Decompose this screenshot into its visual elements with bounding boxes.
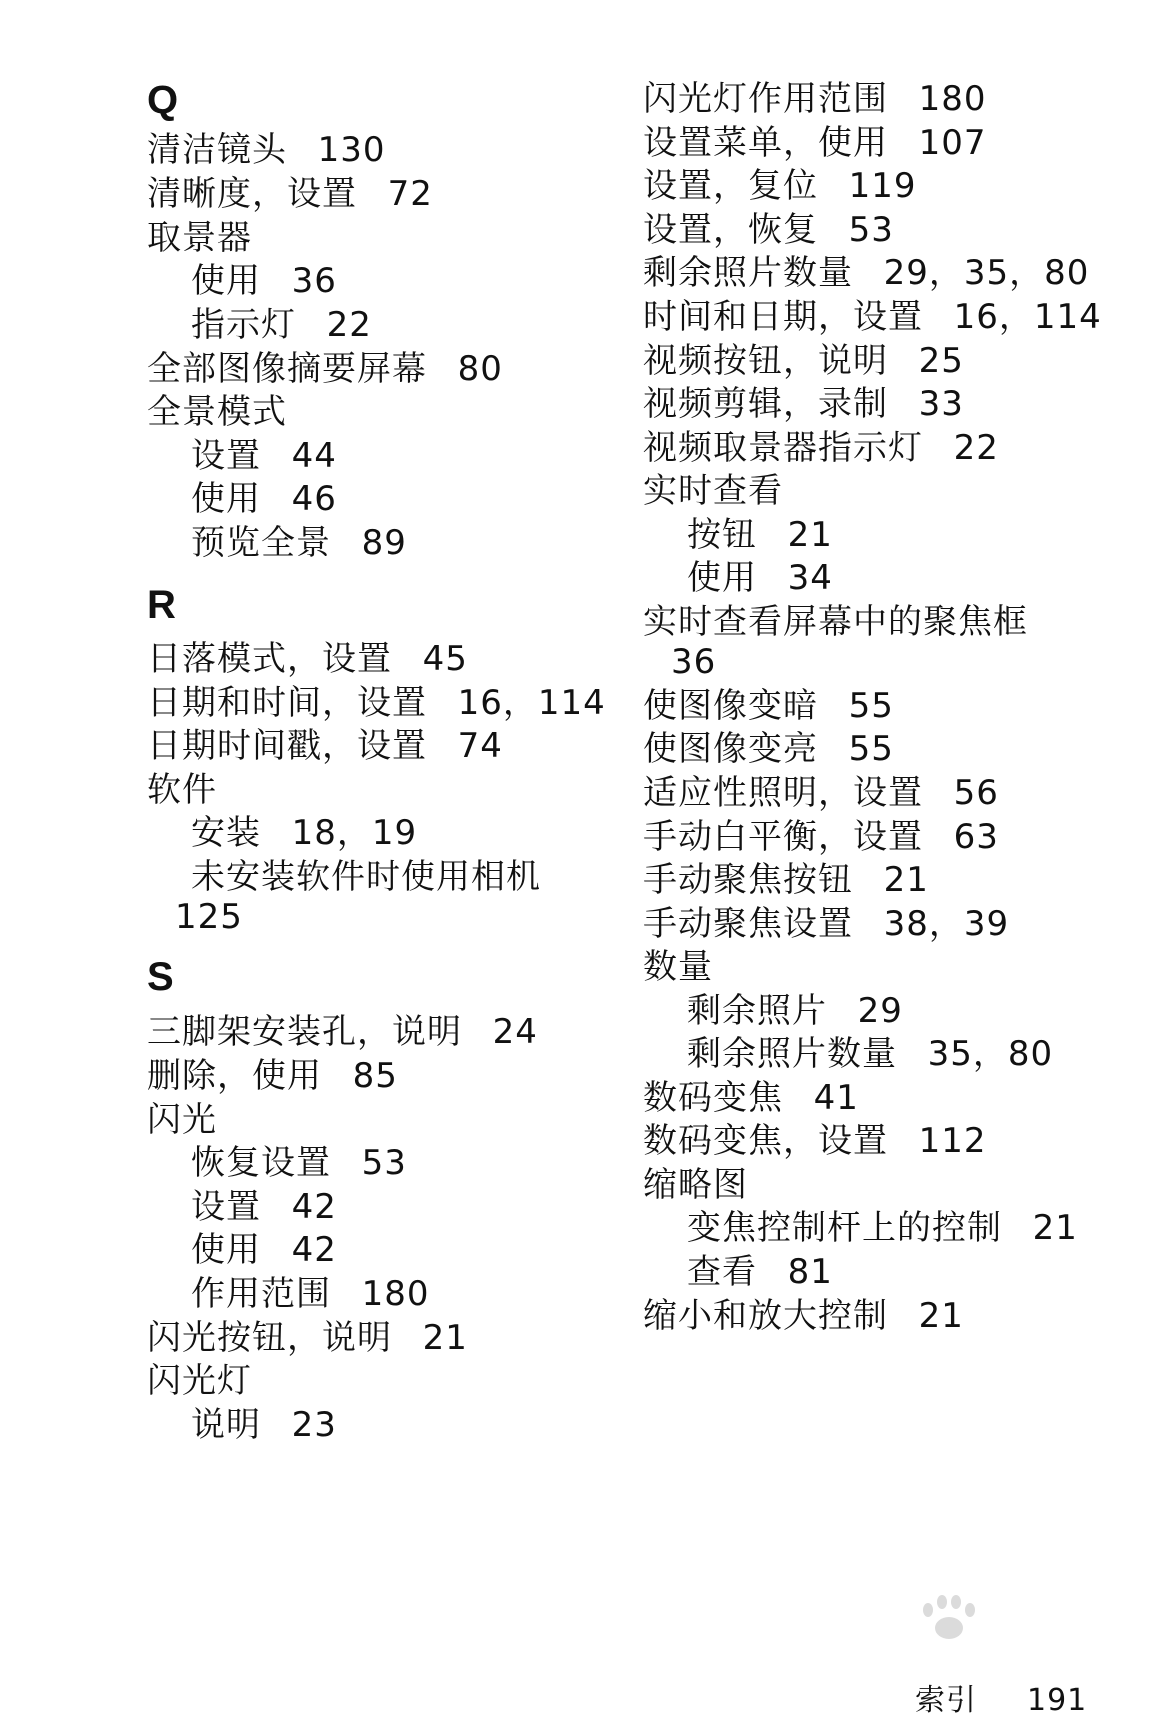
section-letter: S (147, 955, 174, 999)
index-entry (147, 390, 287, 434)
index-term: 设置菜单，使用 (643, 123, 888, 163)
index-term: 取景器 (147, 218, 252, 258)
page-refs: 119 (848, 166, 917, 206)
page-number: 191 (1027, 1683, 1088, 1718)
page-refs: 56 (953, 773, 999, 813)
index-term: 说明 (191, 1405, 261, 1445)
index-term: 恢复设置 (191, 1143, 331, 1183)
page-refs: 38，39 (883, 904, 1010, 944)
index-term: 使图像变暗 (643, 686, 818, 726)
index-term: 设置 (191, 436, 261, 476)
index-term: 时间和日期，设置 (643, 297, 923, 337)
index-entry (147, 1359, 252, 1403)
page-refs: 112 (918, 1121, 987, 1161)
page-refs: 21 (422, 1318, 468, 1358)
page-refs: 21 (883, 860, 929, 900)
index-term: 使用 (191, 261, 261, 301)
page-refs: 46 (291, 479, 337, 519)
section-letter: Q (147, 78, 179, 122)
index-term: 视频取景器指示灯 (643, 428, 923, 468)
index-subentry (147, 1185, 337, 1229)
page-refs: 42 (291, 1187, 337, 1227)
page-refs: 21 (918, 1296, 964, 1336)
index-entry (147, 1098, 217, 1142)
page-refs: 180 (918, 79, 987, 119)
page-refs: 22 (326, 305, 372, 345)
index-entry (147, 724, 503, 768)
page-refs: 36 (291, 261, 337, 301)
index-term: 预览全景 (191, 523, 331, 563)
index-entry (147, 768, 217, 812)
index-subentry (643, 1250, 833, 1294)
index-entry (147, 1054, 398, 1098)
index-term: 未安装软件时使用相机 (191, 857, 541, 897)
page-refs: 33 (918, 384, 964, 424)
page-refs: 130 (317, 130, 386, 170)
page-refs: 53 (361, 1143, 407, 1183)
page-refs: 25 (918, 341, 964, 381)
index-subentry (147, 811, 417, 855)
index-subentry (643, 989, 903, 1033)
index-entry (643, 251, 1089, 295)
page-refs: 24 (492, 1012, 538, 1052)
index-entry (643, 339, 964, 383)
index-term: 数量 (643, 947, 713, 987)
index-entry (643, 815, 999, 859)
page-refs: 107 (918, 123, 987, 163)
index-subentry (147, 895, 243, 939)
index-term: 视频按钮，说明 (643, 341, 888, 381)
index-entry (643, 727, 894, 771)
index-term: 使用 (191, 1230, 261, 1270)
page-refs: 81 (787, 1252, 833, 1292)
page-refs: 53 (848, 210, 894, 250)
index-entry (643, 208, 894, 252)
index-term: 查看 (687, 1252, 757, 1292)
index-term: 视频剪辑，录制 (643, 384, 888, 424)
index-subentry (643, 640, 716, 684)
page-refs: 35，80 (927, 1034, 1054, 1074)
index-entry (643, 426, 999, 470)
index-term: 使图像变亮 (643, 729, 818, 769)
index-subentry (147, 521, 407, 565)
index-term: 实时查看 (643, 471, 783, 511)
index-term: 日落模式，设置 (147, 639, 392, 679)
page-refs: 34 (787, 558, 833, 598)
page-refs: 18，19 (291, 813, 418, 853)
index-term: 三脚架安装孔，说明 (147, 1012, 462, 1052)
page-refs: 29 (857, 991, 903, 1031)
index-entry (147, 681, 606, 725)
index-term: 全景模式 (147, 392, 287, 432)
index-term: 手动白平衡，设置 (643, 817, 923, 857)
page-refs: 22 (953, 428, 999, 468)
index-term: 设置 (191, 1187, 261, 1227)
index-entry (643, 684, 894, 728)
index-subentry (147, 1403, 337, 1447)
index-term: 闪光灯 (147, 1361, 252, 1401)
index-entry (147, 1316, 468, 1360)
index-subentry (643, 556, 833, 600)
page-refs: 41 (813, 1078, 859, 1118)
index-subentry (147, 855, 541, 899)
page-refs: 16，114 (953, 297, 1102, 337)
page-refs: 180 (361, 1274, 430, 1314)
index-entry (643, 600, 1028, 644)
baidu-jingyan-watermark (820, 1580, 1090, 1690)
index-entry (643, 295, 1102, 339)
index-term: 设置，复位 (643, 166, 818, 206)
index-entry (147, 637, 468, 681)
index-term: 安装 (191, 813, 261, 853)
index-subentry (643, 1032, 1053, 1076)
index-term: 设置，恢复 (643, 210, 818, 250)
footer-section-label: 索引 (915, 1683, 977, 1718)
index-entry (147, 172, 433, 216)
page-refs: 42 (291, 1230, 337, 1270)
index-term: 手动聚焦按钮 (643, 860, 853, 900)
index-term: 作用范围 (191, 1274, 331, 1314)
index-term: 数码变焦，设置 (643, 1121, 888, 1161)
page-refs: 74 (457, 726, 503, 766)
index-entry (147, 1010, 538, 1054)
index-term: 闪光灯作用范围 (643, 79, 888, 119)
page-refs: 80 (457, 349, 503, 389)
page-refs: 55 (848, 686, 894, 726)
index-term: 剩余照片数量 (687, 1034, 897, 1074)
page-refs: 23 (291, 1405, 337, 1445)
page-refs: 125 (175, 897, 243, 937)
index-term: 使用 (191, 479, 261, 519)
index-term: 指示灯 (191, 305, 296, 345)
index-entry (643, 1163, 748, 1207)
index-term: 手动聚焦设置 (643, 904, 853, 944)
index-entry (147, 128, 386, 172)
index-entry (643, 121, 987, 165)
page-refs: 16，114 (457, 683, 606, 723)
index-term: 缩略图 (643, 1165, 748, 1205)
page-refs: 29，35，80 (883, 253, 1090, 293)
index-subentry (147, 303, 372, 347)
index-subentry (643, 513, 833, 557)
page-refs: 85 (352, 1056, 398, 1096)
index-entry (643, 902, 1009, 946)
index-term: 清洁镜头 (147, 130, 287, 170)
page-footer (915, 1675, 1087, 1719)
index-entry (147, 216, 252, 260)
index-subentry (147, 1141, 407, 1185)
index-term: 按钮 (687, 515, 757, 555)
page-refs: 45 (422, 639, 468, 679)
index-entry (643, 382, 964, 426)
index-entry (643, 945, 713, 989)
index-term: 闪光 (147, 1100, 217, 1140)
index-term: 删除，使用 (147, 1056, 322, 1096)
index-subentry (147, 259, 337, 303)
index-term: 剩余照片 (687, 991, 827, 1031)
page-refs: 21 (787, 515, 833, 555)
index-term: 软件 (147, 770, 217, 810)
page-refs: 55 (848, 729, 894, 769)
index-term: 日期时间戳，设置 (147, 726, 427, 766)
index-term: 实时查看屏幕中的聚焦框 (643, 602, 1028, 642)
index-term: 缩小和放大控制 (643, 1296, 888, 1336)
index-subentry (147, 434, 337, 478)
index-entry (643, 164, 917, 208)
index-entry (147, 347, 503, 391)
index-entry (643, 77, 987, 121)
page-refs: 63 (953, 817, 999, 857)
index-entry (643, 1119, 987, 1163)
index-term: 使用 (687, 558, 757, 598)
section-letter: R (147, 583, 176, 627)
index-entry (643, 771, 999, 815)
index-term: 闪光按钮，说明 (147, 1318, 392, 1358)
index-term: 数码变焦 (643, 1078, 783, 1118)
index-term: 全部图像摘要屏幕 (147, 349, 427, 389)
index-entry (643, 858, 929, 902)
index-entry (643, 469, 783, 513)
index-term: 适应性照明，设置 (643, 773, 923, 813)
index-entry (643, 1294, 964, 1338)
page-refs: 89 (361, 523, 407, 563)
page-refs: 72 (387, 174, 433, 214)
index-subentry (147, 477, 337, 521)
page-refs: 36 (671, 642, 717, 682)
index-term: 剩余照片数量 (643, 253, 853, 293)
index-entry (643, 1076, 859, 1120)
page-refs: 44 (291, 436, 337, 476)
index-term: 变焦控制杆上的控制 (687, 1208, 1002, 1248)
index-subentry (147, 1272, 430, 1316)
index-term: 清晰度，设置 (147, 174, 357, 214)
page-refs: 21 (1032, 1208, 1078, 1248)
index-term: 日期和时间，设置 (147, 683, 427, 723)
index-subentry (643, 1206, 1078, 1250)
index-subentry (147, 1228, 337, 1272)
